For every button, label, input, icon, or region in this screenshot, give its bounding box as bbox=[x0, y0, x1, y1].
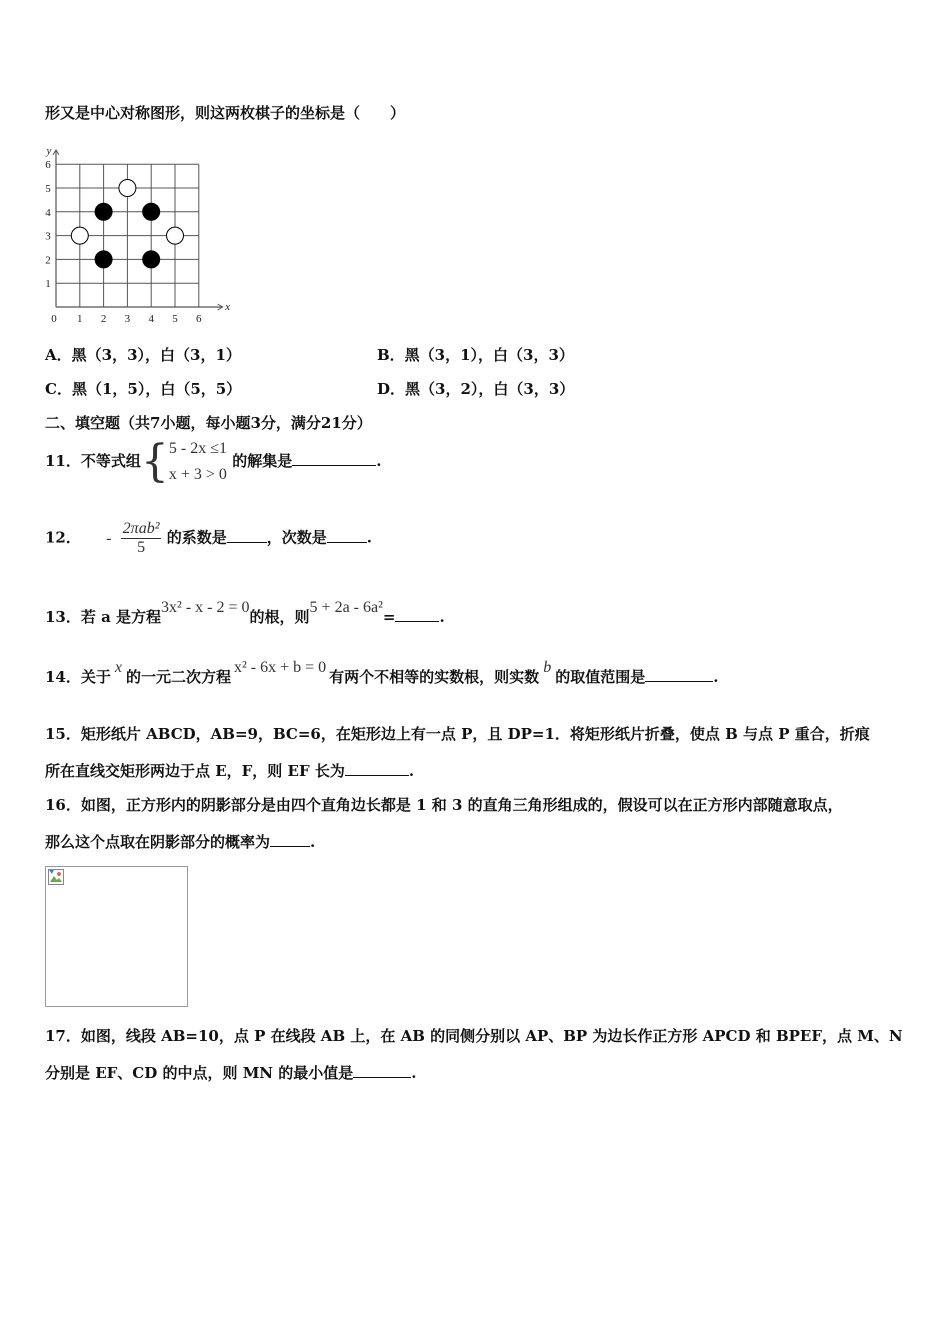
question-15-line-2: 所在直线交矩形两边于点 E，F，则 EF 长为 . bbox=[45, 762, 415, 780]
option-c: C．黑（1，5），白（5，5） bbox=[45, 380, 242, 398]
y-tick-label: 6 bbox=[45, 159, 51, 172]
question-17-line-1: 17．如图，线段 AB=10，点 P 在线段 AB 上，在 AB 的同侧分别以 AP、BP 为边长作正方形 APCD 和 BPEF，点 M、N bbox=[45, 1027, 903, 1045]
q11-blank bbox=[292, 451, 376, 466]
y-tick-label: 4 bbox=[45, 206, 51, 219]
x-tick-label: 0 bbox=[51, 313, 57, 325]
y-tick-label: 5 bbox=[45, 183, 51, 195]
q12-fraction: $\frac{\text{2πab²}}{5}$ bbox=[122, 520, 160, 556]
q14-equation: x² - 6x + b = 0 bbox=[234, 659, 327, 676]
option-d: D．黑（3，2），白（3，3） bbox=[377, 380, 575, 398]
section-title: 二、填空题（共7小题，每小题3分，满分21分） bbox=[45, 414, 372, 432]
white-stone bbox=[119, 180, 136, 197]
question-16-line-1: 16．如图，正方形内的阴影部分是由四个直角边长都是 1 和 3 的直角三角形组成的，假设可以在正方形内部随意取点， bbox=[45, 796, 843, 814]
q11-ineq-1: 5 - 2x ≤1 bbox=[168, 440, 227, 457]
x-axis-label: x bbox=[225, 301, 231, 313]
q13-equation: 3x² - x - 2 = 0 bbox=[161, 599, 250, 616]
black-stone bbox=[95, 251, 112, 268]
q11-ineq-2: x + 3 > 0 bbox=[168, 466, 227, 483]
brace-icon: { bbox=[140, 436, 169, 487]
black-stone bbox=[143, 251, 160, 268]
question-12: 12． - $\frac{\text{2πab²}}{5}$ 的系数是 ，次数是 . bbox=[45, 520, 372, 556]
white-stone bbox=[71, 227, 88, 244]
x-tick-label: 1 bbox=[77, 313, 83, 325]
question-13: 13．若 a 是方程3x² - x - 2 = 0的根，则5 + 2a - 6a²= . bbox=[45, 599, 445, 626]
black-stone bbox=[143, 203, 160, 220]
broken-image-icon bbox=[48, 869, 64, 885]
broken-image-placeholder bbox=[45, 866, 188, 1007]
black-stone bbox=[95, 203, 112, 220]
option-a: A．黑（3，3），白（3，1） bbox=[45, 346, 241, 364]
y-tick-label: 1 bbox=[45, 278, 51, 291]
option-b: B．黑（3，1），白（3，3） bbox=[377, 346, 574, 364]
question-17-line-2: 分别是 EF、CD 的中点，则 MN 的最小值是 . bbox=[45, 1064, 417, 1082]
y-axis-label: y bbox=[46, 144, 52, 157]
white-stone bbox=[167, 227, 184, 244]
question-14: 14．关于x的一元二次方程x² - 6x + b = 0有两个不相等的实数根，则实数b的取值范围是 . bbox=[45, 659, 719, 686]
x-tick-label: 3 bbox=[124, 313, 131, 325]
q10-text: 形又是中心对称图形，则这两枚棋子的坐标是（ ） bbox=[45, 104, 406, 122]
question-16-line-2: 那么这个点取在阴影部分的概率为 . bbox=[45, 833, 316, 851]
x-tick-label: 2 bbox=[100, 313, 107, 325]
q13-expression: 5 + 2a - 6a² bbox=[309, 599, 383, 616]
question-15-line-1: 15．矩形纸片 ABCD，AB=9，BC=6，在矩形边上有一点 P，且 DP=1．将矩形纸片折叠，使点 B 与点 P 重合，折痕 bbox=[45, 725, 870, 743]
x-tick-label: 4 bbox=[148, 313, 154, 325]
x-tick-label: 6 bbox=[196, 313, 202, 325]
y-tick-label: 2 bbox=[45, 254, 51, 267]
q11-prefix: 11．不等式组 bbox=[45, 452, 141, 470]
question-11: 11．不等式组{ 5 - 2x ≤1 x + 3 > 0 的解集是 . bbox=[45, 436, 382, 487]
x-tick-label: 5 bbox=[172, 313, 178, 325]
go-board-figure bbox=[40, 140, 240, 330]
y-tick-label: 3 bbox=[45, 230, 51, 243]
q11-suffix: 的解集是 bbox=[232, 452, 293, 470]
